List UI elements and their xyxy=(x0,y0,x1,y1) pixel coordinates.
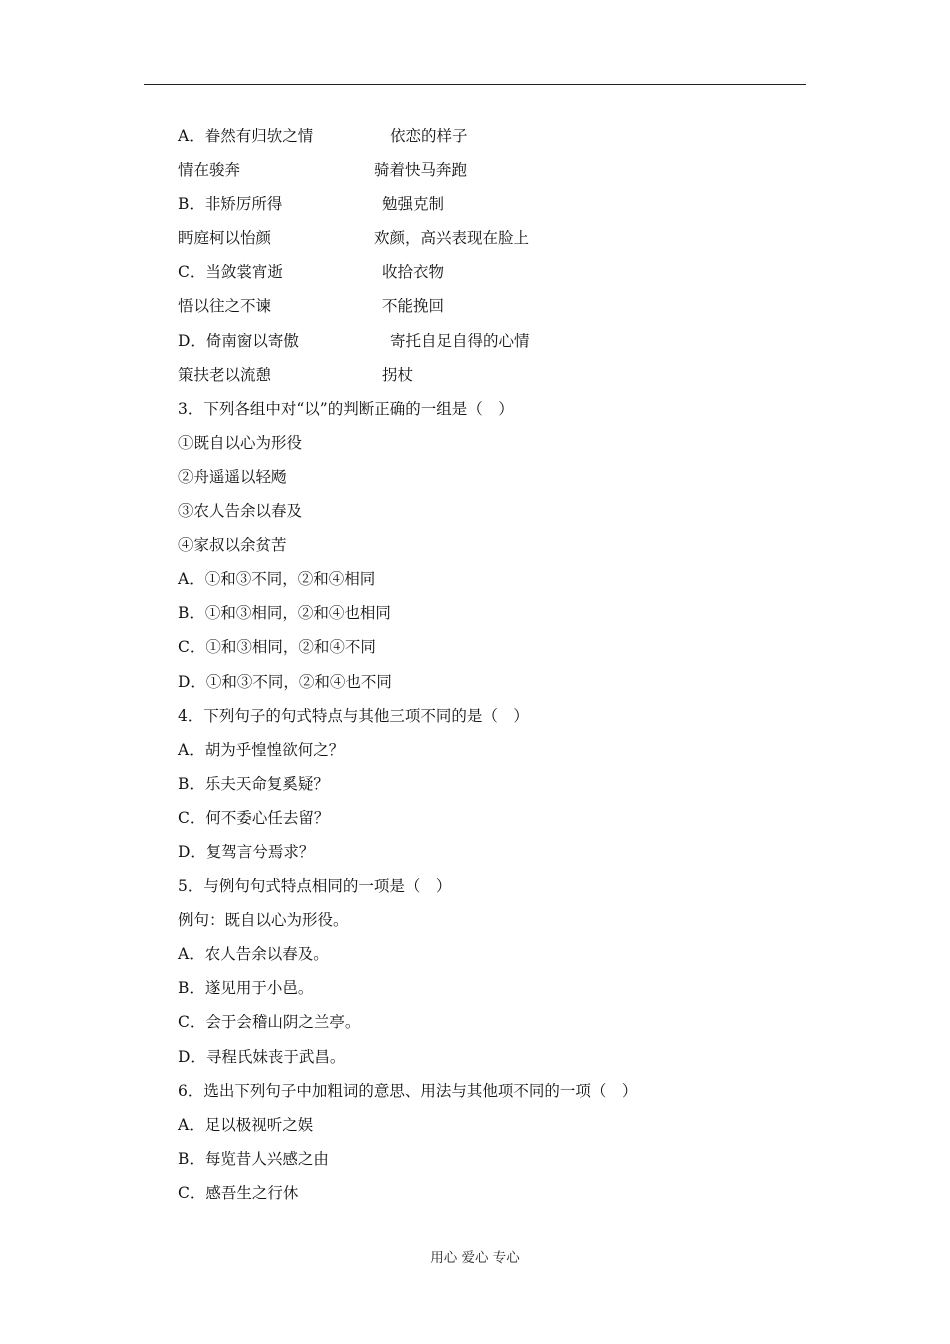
q3-option-c: C．①和③相同，②和④不同 xyxy=(178,638,376,657)
q5-option-a: A．农人告余以春及。 xyxy=(178,945,329,964)
question-6-stem: 6．选出下列句子中加粗词的意思、用法与其他项不同的一项（ ） xyxy=(178,1081,638,1100)
row-definition: 寄托自足自得的心情 xyxy=(390,331,530,350)
answer-row xyxy=(178,158,798,192)
row-term: 悟以往之不谏 xyxy=(178,297,272,316)
q5-option-c: C．会于会稽山阴之兰亭。 xyxy=(178,1013,361,1032)
row-term: 情在骏奔 xyxy=(178,161,241,180)
answer-row xyxy=(178,294,798,328)
question-4-stem: 4．下列句子的句式特点与其他三项不同的是（ ） xyxy=(178,706,529,725)
q4-option-b: B．乐夫天命复奚疑？ xyxy=(178,774,329,793)
q6-option-a: A．足以极视听之娱 xyxy=(178,1115,314,1134)
q4-option-c: C．何不委心任去留？ xyxy=(178,808,330,827)
row-definition: 依恋的样子 xyxy=(390,127,468,145)
row-term: 眄庭柯以怡颜 xyxy=(178,229,272,248)
answer-row xyxy=(178,363,798,397)
row-term: C．当敛裳宵逝 xyxy=(178,263,283,282)
answer-row xyxy=(178,226,798,260)
question-5-stem: 5．与例句句式特点相同的一项是（ ） xyxy=(178,877,452,896)
q3-option-d: D．①和③不同，②和④也不同 xyxy=(178,672,392,691)
q4-option-d: D．复驾言兮焉求？ xyxy=(178,842,315,861)
q3-option-a: A．①和③不同，②和④相同 xyxy=(178,570,376,589)
row-term: D．倚南窗以寄傲 xyxy=(178,331,299,350)
row-term: 策扶老以流憩 xyxy=(178,365,272,384)
question-3-stem: 3．下列各组中对“以”的判断正确的一组是（ ） xyxy=(178,399,514,418)
row-definition: 不能挽回 xyxy=(382,297,445,316)
page-footer: 用心 爱心 专心 xyxy=(430,1250,520,1266)
row-definition: 拐杖 xyxy=(382,365,414,384)
q4-option-a: A．胡为乎惶惶欲何之？ xyxy=(178,740,345,759)
answer-row xyxy=(178,192,798,226)
header-rule xyxy=(144,84,806,85)
q6-option-c: C．感吾生之行休 xyxy=(178,1183,299,1202)
document-body xyxy=(178,124,798,1215)
q3-option-b: B．①和③相同，②和④也相同 xyxy=(178,604,391,623)
row-definition: 收拾衣物 xyxy=(382,263,445,282)
answer-row xyxy=(178,124,798,158)
q3-item-1: ①既自以心为形役 xyxy=(178,433,303,452)
row-definition: 勉强克制 xyxy=(382,195,445,214)
row-definition: 骑着快马奔跑 xyxy=(374,161,468,180)
answer-row xyxy=(178,329,798,363)
row-term: A．眷然有归欤之情 xyxy=(178,127,314,145)
q3-item-4: ④家叔以余贫苦 xyxy=(178,536,287,555)
q5-option-b: B．遂见用于小邑。 xyxy=(178,979,314,998)
answer-row xyxy=(178,260,798,294)
q6-option-b: B．每览昔人兴感之由 xyxy=(178,1149,329,1168)
row-term: B．非矫厉所得 xyxy=(178,195,283,214)
q3-item-3: ③农人告余以春及 xyxy=(178,502,303,521)
row-definition: 欢颜，高兴表现在脸上 xyxy=(374,229,530,248)
q3-item-2: ②舟遥遥以轻飏 xyxy=(178,467,287,486)
q5-option-d: D．寻程氏妹丧于武昌。 xyxy=(178,1047,346,1066)
q5-example: 例句：既自以心为形役。 xyxy=(178,911,349,930)
